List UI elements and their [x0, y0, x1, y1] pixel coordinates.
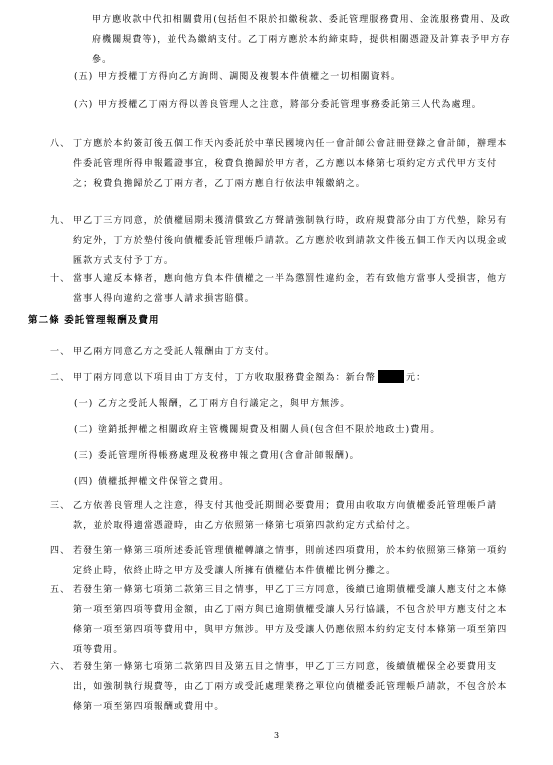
list-item-text: 甲方授權丁方得向乙方詢問、調閱及複製本件債權之一切相關資料。: [98, 72, 402, 82]
amount-suffix-text: 元：: [406, 373, 427, 383]
continuation-paragraph: 甲方應收款中代扣相關費用(包括但不限於扣繳稅款、委託管理服務費用、金流服務費用、及政府機關規費等)，並代為繳納支付。乙丁兩方應於本約締束時，提供相關憑證及計算表予甲方存參。: [92, 15, 511, 65]
list-item-text: 若發生第一條第三項所述委託管理債權轉讓之情事，則前述四項費用，於本約依照第三條第一項約定終止時，依終止時之甲方及受讓人所擁有債權佔本件債權比例分攤之。: [73, 546, 508, 576]
sub-item-text: 塗銷抵押權之相關政府主管機關規費及相關人員(包含但不限於地政士)費用。: [98, 425, 441, 435]
section-heading: 第二條 委託管理報酬及費用: [28, 315, 160, 326]
sub-item-text: 債權抵押權文件保管之費用。: [98, 477, 230, 487]
page-number: 3: [273, 731, 280, 740]
list-item-number: 四、: [50, 546, 71, 556]
list-item-text: 甲乙丁三方同意，於債權屆期未獲清償致乙方聲請強制執行時，政府規費部分由丁方代墊，除另有約定外，丁方於墊付後向債權委託管理帳戶請款。乙方應於收到請款文件後五個工作天內以現金或匯款方式支付予丁方。: [73, 216, 508, 266]
list-item-text: 甲乙兩方同意乙方之受託人報酬由丁方支付。: [73, 347, 276, 357]
list-item-text: 若發生第一條第七項第二款第三目之情事，甲乙丁三方同意，後續已逾期債權受讓人應支付之本條第一項至第四項等費用金額，由乙丁兩方與已逾期債權受讓人另行協議，不包含於甲方應支付之本條第一項至第四項等費用中，與甲方無涉。甲方及受讓人仍應依照本約約定支付本條第一項至第四項等費用。: [73, 585, 508, 655]
list-item-text: 乙方依善良管理人之注意，得支付其他受託期間必要費用；費用由收取方向債權委託管理帳戶請款，並於取得適當憑證時，由乙方依照第一條第七項第四款約定方式給付之。: [73, 501, 498, 531]
list-item-number: (六): [74, 100, 94, 110]
sub-item-text: 委託管理所得帳務處理及稅務申報之費用(含會計師報酬)。: [98, 451, 360, 461]
list-item-text: 若發生第一條第七項第二款第四目及第五目之情事，甲乙丁三方同意，後續債權保全必要費用支出，如強制執行規費等，由乙丁兩方或受託處理業務之單位向債權委託管理帳戶請款，不包含於本條第一項至第四項報酬或費用中。: [73, 662, 508, 712]
list-item-number: 一、: [50, 347, 71, 357]
list-item-number: (五): [74, 72, 94, 82]
sub-item-text: 乙方之受託人報酬，乙丁兩方自行議定之，與甲方無涉。: [98, 399, 351, 409]
sub-item-number: (二): [74, 425, 94, 435]
amount-prefix-text: 甲丁兩方同意以下項目由丁方支付，丁方收取服務費金額為：新台幣: [73, 373, 377, 383]
list-item-text: 甲方授權乙丁兩方得以善良管理人之注意，將部分委託管理事務委託第三人代為處理。: [98, 100, 482, 110]
list-item-text: [73, 368, 515, 388]
sub-item-number: (四): [74, 477, 94, 487]
list-item-text: 丁方應於本約簽訂後五個工作天內委託於中華民國境內任一會計師公會註冊登錄之會計師，辦理本件委託管理所得申報鑑證事宜，稅費負擔歸於甲方者，乙方應以本條第七項約定方式代甲方支付之；稅費負擔歸於乙丁兩方者，乙丁兩方應自行依法申報繳納之。: [73, 139, 508, 189]
list-item-number: 十、: [50, 274, 71, 284]
list-item-number: 三、: [50, 501, 71, 511]
redacted-amount: [378, 370, 404, 383]
list-item-number: 二、: [50, 373, 71, 383]
list-item-number: 五、: [50, 585, 71, 595]
list-item-number: 九、: [50, 216, 71, 226]
list-item-number: 六、: [50, 662, 71, 672]
sub-item-number: (三): [74, 451, 94, 461]
list-item-text: 當事人違反本條者，應向他方負本件債權之一半為懲罰性違約金，若有致他方當事人受損害，他方當事人得向違約之當事人請求損害賠償。: [73, 274, 508, 304]
sub-item-number: (一): [74, 399, 94, 409]
list-item-number: 八、: [50, 139, 71, 149]
